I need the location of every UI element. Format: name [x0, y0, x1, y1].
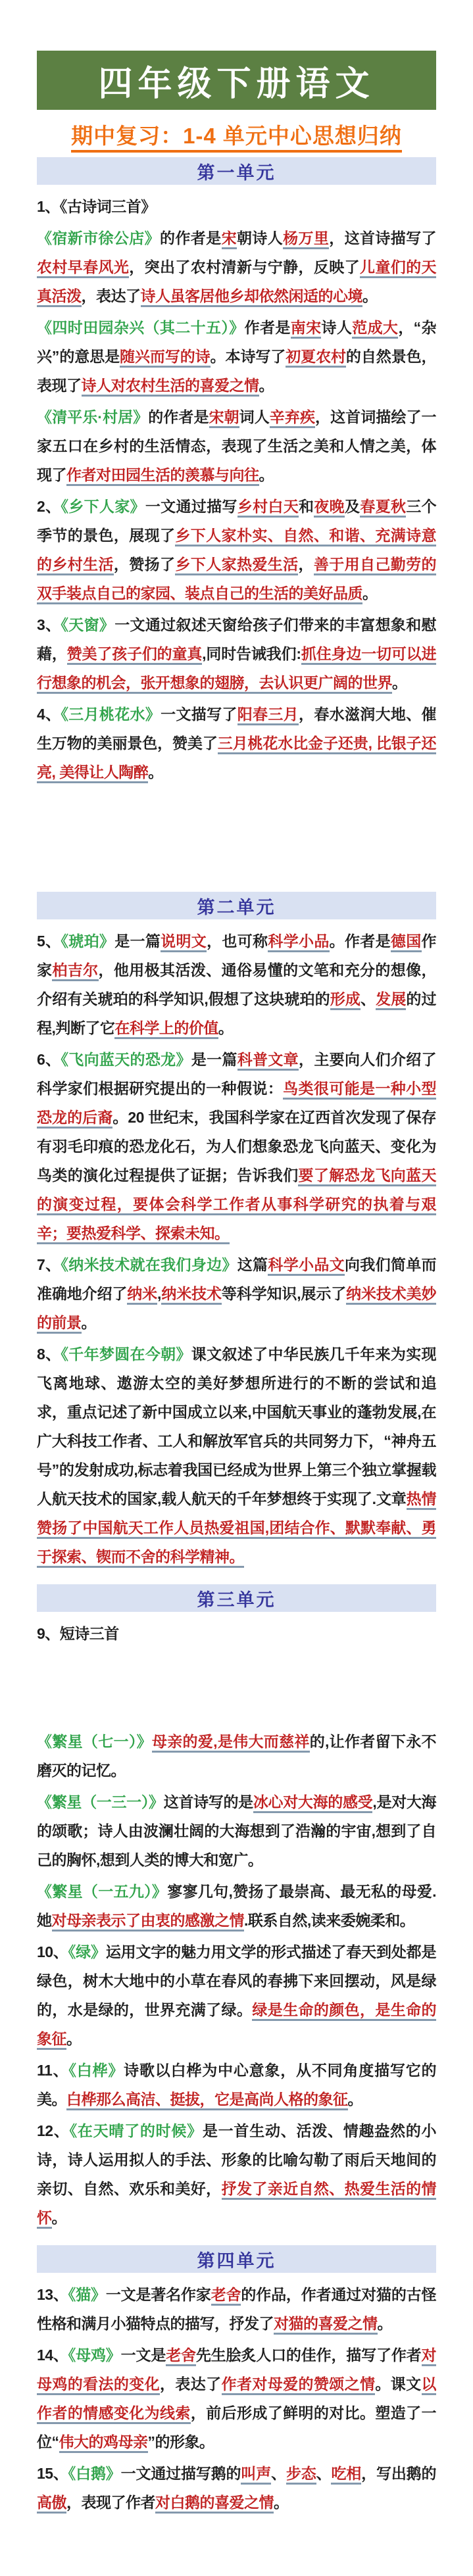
text-segment: 科学小品 — [268, 933, 329, 952]
text-segment: 。 — [362, 287, 378, 304]
text-segment: 初夏农村 — [286, 348, 346, 368]
text-segment: 一文是 — [120, 2346, 166, 2364]
paragraph — [37, 700, 436, 787]
text-segment: 和 — [299, 498, 314, 515]
paragraph — [37, 192, 436, 221]
text-segment: 的过程,判断了它 — [37, 990, 437, 1036]
text-segment: 。 — [377, 2315, 392, 2332]
text-segment: ，他用极其活泼、通俗易懂的文笔和充分的想像，介绍有关琥珀的科学知识,假想了这块琥珀的 — [37, 961, 437, 1008]
text-segment: 阳春三月 — [237, 706, 299, 725]
text-segment: 的作者是 — [160, 230, 222, 247]
text-segment: 11、 — [37, 2062, 69, 2079]
unit-section — [37, 892, 436, 1571]
header-banner — [37, 51, 436, 110]
unit-section — [37, 157, 436, 879]
text-segment: 吃相 — [331, 2465, 361, 2485]
text-segment: 。 — [81, 1314, 96, 1331]
text-segment: ，这首词描绘了一家五口在乡村的生活情态，表现了生活之美和人情之美，体现了 — [37, 408, 437, 483]
text-segment: ，表达了 — [81, 287, 141, 304]
text-segment: 伟大的鸡母亲 — [59, 2433, 148, 2453]
text-segment: , — [157, 1285, 161, 1302]
text-segment: 母亲的爱,是伟大而慈祥 — [152, 1733, 310, 1753]
text-segment: 南宋 — [291, 319, 322, 339]
text-segment: 、 — [271, 2465, 286, 2482]
text-segment: 《猫》 — [68, 2286, 106, 2303]
text-segment: 杨万里 — [283, 230, 329, 249]
page — [0, 51, 473, 2576]
text-segment: 。课文 — [375, 2375, 422, 2393]
text-segment: ，前后形成了鲜明的对比。塑造了一位“ — [37, 2404, 437, 2450]
text-segment: 15、 — [37, 2465, 68, 2482]
text-segment: 乡村白天 — [237, 498, 299, 518]
text-segment: 冰心对大海的感受 — [253, 1793, 373, 1813]
text-segment: 的自然景色，表现了 — [37, 348, 437, 394]
text-segment: 诗人虽客居他乡却依然闲适的心境 — [141, 287, 363, 307]
paragraph — [37, 1937, 436, 2053]
text-segment: 《母鸡》 — [68, 2346, 121, 2364]
text-segment: 乡下人家热爱生活 — [175, 556, 298, 575]
text-segment: 鸟类很可能是一种小型恐龙的后裔 — [37, 1080, 436, 1129]
text-segment: 白桦那么高洁、挺拔，它是高尚人格的象征 — [66, 2091, 348, 2110]
paragraph — [37, 1877, 436, 1935]
text-segment: ，赞扬了 — [113, 556, 176, 573]
text-segment: ,是对大海的颂歌；诗人由波澜壮阔的大海想到了浩瀚的宇宙,想到了自己的胸怀,想到人类的博大和宽广。 — [37, 1793, 437, 1868]
text-segment: 一文通过叙述天窗给孩子们带来的丰富想象和慰藉， — [37, 616, 437, 662]
paragraph — [37, 1340, 436, 1571]
page-title: 四年级下册语文 — [98, 64, 375, 103]
text-segment: 老舍 — [211, 2286, 241, 2306]
text-segment: 作家 — [37, 933, 437, 979]
text-segment: 抒发了亲近自然、热爱生活的情怀 — [37, 2180, 436, 2229]
text-segment: 《乡下人家》 — [61, 498, 145, 515]
text-segment: 叫声 — [241, 2465, 271, 2485]
text-segment: 善于用自己勤劳的双手装点自己的家园、装点自己的生活的美好品质 — [37, 556, 436, 604]
text-segment: 科普文章 — [237, 1051, 299, 1071]
text-segment: 。 — [274, 2494, 289, 2511]
text-segment: 寥寥几句,赞扬了最崇高、最无私的母爱.她 — [37, 1883, 437, 1929]
text-segment: 。20 世纪末，我国科学家在辽西首次发现了保存有羽毛印痕的恐龙化石，为人们想象恐龙飞向蓝天、变化为鸟类的演化过程提供了证据；告诉我们 — [37, 1109, 436, 1184]
text-segment: 《白桦》 — [68, 2062, 124, 2079]
text-segment: 7、 — [37, 1256, 61, 1273]
text-segment: 这篇 — [237, 1256, 268, 1273]
text-segment: 《在天晴了的时候》 — [69, 2122, 203, 2139]
text-segment: 辛弃疾 — [270, 408, 315, 428]
text-segment: 赞美了孩子们的童真 — [67, 645, 202, 665]
text-segment: 乡下人家朴实、自然、和谐、充满诗意的乡村生活 — [37, 527, 436, 575]
unit-section — [37, 1584, 436, 2232]
page-subtitle-text: 期中复习：1-4 单元中心思想归纳 — [71, 124, 402, 153]
text-segment: 4、 — [37, 706, 61, 723]
text-segment: 、 — [361, 990, 376, 1008]
text-segment: 词人 — [239, 408, 270, 425]
text-segment: 三个季节的景色，展现了 — [37, 498, 437, 544]
text-segment: 课文叙述了中华民族几千年来为实现飞离地球、遨游太空的美好梦想所进行的不断的尝试和追求，重点记述了新中国成立以来,中国航天事业的蓬勃发展,在广大科技工作者、工人和解放军官兵的共同努力下，“神舟五号”的发射成功,标志着我国已经成为世界上第三个独立掌握载人航天技术的国家,载人航天的千年梦想终于实现了.文章 — [37, 1346, 437, 1507]
text-segment: 《绿》 — [68, 1943, 106, 1960]
paragraph — [37, 2280, 436, 2338]
text-segment: 12、 — [37, 2122, 70, 2139]
text-segment: 柏吉尔 — [52, 961, 98, 981]
text-segment: 作者对田园生活的羡慕与向往 — [66, 466, 259, 486]
text-segment: 宋 — [222, 230, 237, 249]
text-segment: 。 — [392, 674, 407, 691]
text-segment: 《宿新市徐公店》 — [37, 230, 161, 247]
text-segment: 。作者是 — [329, 933, 391, 950]
paragraph — [37, 2341, 436, 2456]
text-segment: 是一篇 — [114, 933, 161, 950]
text-segment: 《琥珀》 — [61, 933, 115, 950]
text-segment: 高傲 — [37, 2494, 66, 2514]
text-segment: 一文是著名作家 — [105, 2286, 211, 2303]
text-segment: ”的形象。 — [147, 2433, 214, 2450]
text-segment: 《白鹅》 — [68, 2465, 121, 2482]
text-segment: 1、《古诗词三首》 — [37, 198, 156, 215]
text-segment: 对白鹅的喜爱之情 — [155, 2494, 274, 2514]
text-segment: 作者是 — [244, 319, 291, 336]
text-segment: 2、 — [37, 498, 61, 515]
text-segment: 发展 — [376, 990, 406, 1010]
text-segment: 向我们简单而准确地介绍了 — [37, 1256, 437, 1302]
text-segment: 一文通过描写 — [145, 498, 237, 515]
text-segment: 《繁星（一五九）》 — [37, 1883, 168, 1900]
text-segment: 。 — [51, 2209, 66, 2226]
text-segment: ,同时告诫我们: — [202, 645, 301, 662]
paragraph — [37, 610, 436, 697]
text-segment: 对猫的喜爱之情 — [274, 2315, 378, 2335]
unit-heading: 第一单元 — [37, 157, 436, 185]
text-segment: 。 — [347, 2091, 362, 2108]
text-segment: 对母亲表示了由衷的感激之情 — [52, 1912, 245, 1932]
text-segment: ，表现了作者 — [66, 2494, 155, 2511]
text-segment: ，春水滋润大地、催生万物的美丽景色，赞美了 — [37, 706, 437, 752]
text-segment: 绿是生命的颜色，是生命的象征 — [37, 2001, 436, 2050]
text-segment: ，突出了农村清新与宁静，反映了 — [129, 258, 360, 276]
paragraph — [37, 2116, 436, 2232]
text-segment: 先生脍炙人口的佳作，描写了作者 — [195, 2346, 422, 2364]
text-segment: 《三月桃花水》 — [61, 706, 161, 723]
text-segment: 纳米技术 — [161, 1285, 222, 1305]
text-segment: ，也可称 — [207, 933, 268, 950]
text-segment: 热情赞扬了中国航天工作人员热爱祖国,团结合作、默默奉献、勇于探索、锲而不舍的科学精神。 — [37, 1490, 436, 1568]
text-segment: 三月桃花水比金子还贵, 比银子还亮, 美得让人陶醉 — [37, 735, 436, 783]
text-segment: 夜晚 — [314, 498, 345, 518]
paragraph — [37, 927, 436, 1042]
text-segment: .联系自然,读来委婉柔和。 — [244, 1912, 415, 1929]
paragraph — [37, 2459, 436, 2517]
text-segment: 。 — [66, 2030, 82, 2047]
text-segment: 。本诗写了 — [210, 348, 286, 365]
paragraph — [37, 1045, 436, 1248]
text-segment: 《千年梦圆在今朝》 — [61, 1346, 191, 1363]
text-segment: 随兴而写的诗 — [120, 348, 211, 368]
text-segment: 科学小品文 — [268, 1256, 345, 1276]
text-segment: 14、 — [37, 2346, 68, 2364]
paragraph — [37, 224, 436, 310]
text-segment: 9、短诗三首 — [37, 1625, 119, 1642]
text-segment: 作者对母爱的赞颂之情 — [222, 2375, 376, 2395]
text-segment: 《繁星（一三一）》 — [37, 1793, 164, 1810]
text-segment: 。 — [148, 764, 163, 781]
text-segment: 农村早春风光 — [37, 258, 129, 278]
text-segment: 13、 — [37, 2286, 68, 2303]
unit-heading: 第二单元 — [37, 892, 436, 919]
text-segment: ，写出鹅的 — [361, 2465, 437, 2482]
text-segment: ，主要向人们介绍了科学家们根据研究提出的一种假说： — [37, 1051, 437, 1097]
text-segment: 运用文字的魅力用文学的形式描述了春天到处都是绿色，树木大地中的小草在春风的春拂下来回摆动，风是绿的，水是绿的，世界充满了绿。 — [37, 1943, 437, 2018]
text-segment: 宋朝 — [209, 408, 239, 428]
spacer — [37, 787, 436, 879]
text-segment: 在科学上的价值 — [114, 1019, 218, 1039]
text-segment: 。 — [218, 1019, 234, 1036]
text-segment: 要了解恐龙飞向蓝天的演变过程，要体会科学工作者从事科学研究的执着与艰辛；要热爱科学、探索未知。 — [37, 1167, 436, 1244]
paragraph — [37, 1250, 436, 1337]
text-segment: 《飞向蓝天的恐龙》 — [61, 1051, 191, 1068]
text-segment: 朝诗人 — [236, 230, 284, 247]
text-segment: 是一篇 — [191, 1051, 237, 1068]
text-segment: 10、 — [37, 1943, 68, 1960]
text-segment: 纳米 — [127, 1285, 157, 1305]
text-segment: ，表达了 — [160, 2375, 222, 2393]
unit-heading: 第三单元 — [37, 1584, 436, 1612]
unit-section — [37, 2245, 436, 2517]
text-segment: 。 — [259, 377, 274, 394]
paragraph — [37, 1727, 436, 1785]
text-segment: 等科学知识,展示了 — [221, 1285, 347, 1302]
text-segment: 一文描写了 — [161, 706, 237, 723]
text-segment: 诗歌以白桦为中心意象，从不同角度描写它的美。 — [37, 2062, 437, 2108]
text-segment: 的,让作者留下永不磨灭的记忆。 — [37, 1733, 437, 1779]
text-segment: 《繁星（七一）》 — [37, 1733, 152, 1750]
text-segment: 范成大 — [352, 319, 398, 339]
text-segment: ，“杂兴”的意思是 — [37, 319, 437, 365]
paragraph — [37, 1787, 436, 1874]
text-segment: 形成 — [330, 990, 361, 1010]
text-segment: 春夏秋 — [360, 498, 406, 518]
text-segment: 对母鸡的看法的变化 — [37, 2346, 436, 2395]
text-segment: 是一首生动、活泼、情趣盎然的小诗，诗人运用拟人的手法、形象的比喻勾勒了雨后天地间的亲切、自然、欢乐和美好， — [37, 2122, 437, 2197]
text-segment: 纳米技术美妙的前景 — [37, 1285, 436, 1334]
text-segment: 德国 — [391, 933, 422, 952]
text-segment: 老舍 — [166, 2346, 196, 2366]
text-segment: 《天窗》 — [61, 616, 115, 633]
text-segment: 说明文 — [161, 933, 207, 952]
paragraph — [37, 402, 436, 489]
text-segment: 。 — [362, 585, 378, 602]
paragraph — [37, 1619, 436, 1648]
text-segment: 抓住身边一切可以进行想象的机会，张开想象的翅膀，去认识更广阔的世界 — [37, 645, 436, 694]
text-segment: ， — [298, 556, 314, 573]
text-segment: 以作者的情感变化为线索 — [37, 2375, 436, 2424]
text-segment: 及 — [344, 498, 361, 515]
paragraph — [37, 2056, 436, 2114]
page-subtitle — [0, 119, 473, 150]
paragraph — [37, 313, 436, 400]
text-segment: 《纳米技术就在我们身边》 — [61, 1256, 237, 1273]
text-segment: 《四时田园杂兴（其二十五）》 — [37, 319, 245, 336]
text-segment: 《清平乐·村居》 — [37, 408, 149, 425]
text-segment: 的作者是 — [148, 408, 209, 425]
text-segment: 诗人 — [321, 319, 353, 336]
text-segment: 儿童们的天真活泼 — [37, 258, 436, 307]
text-segment: 6、 — [37, 1051, 61, 1068]
text-segment: 5、 — [37, 933, 61, 950]
paragraph — [37, 492, 436, 608]
text-segment: 诗人对农村生活的喜爱之情 — [82, 377, 259, 397]
text-segment: ，这首诗描写了 — [329, 230, 437, 247]
text-segment: 、 — [316, 2465, 332, 2482]
text-segment: 8、 — [37, 1346, 61, 1363]
spacer — [37, 1648, 436, 1724]
text-segment: 步态 — [286, 2465, 316, 2485]
text-segment: 一文通过描写鹅的 — [120, 2465, 241, 2482]
text-segment: 这首诗写的是 — [163, 1793, 253, 1810]
text-segment: 。 — [259, 466, 274, 483]
text-segment: 3、 — [37, 616, 61, 633]
unit-heading: 第四单元 — [37, 2245, 436, 2273]
text-segment: 的作品，作者通过对猫的古怪性格和满月小猫特点的描写，抒发了 — [37, 2286, 437, 2332]
document-body — [37, 157, 436, 2517]
